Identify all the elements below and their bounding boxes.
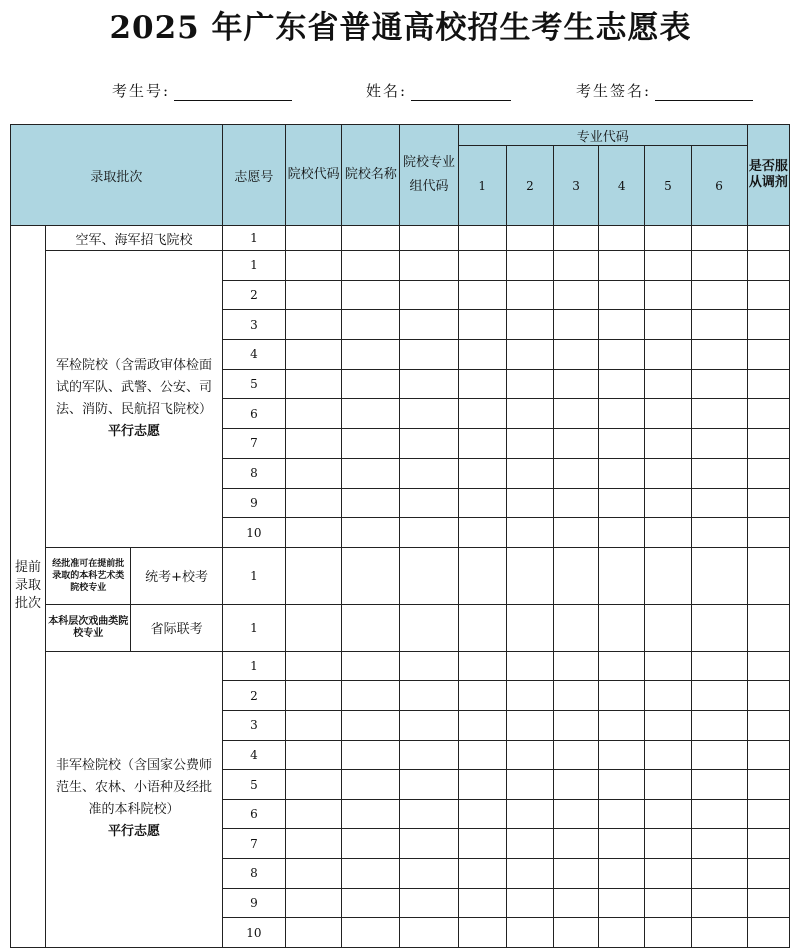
blank-cell[interactable] [286, 770, 342, 800]
table-row [11, 226, 790, 251]
blank-cell[interactable] [342, 888, 400, 918]
blank-cell[interactable] [286, 251, 342, 281]
blank-cell[interactable] [645, 681, 691, 711]
blank-cell[interactable] [458, 799, 506, 829]
blank-cell[interactable] [458, 918, 506, 948]
wish-number: 5 [222, 770, 285, 800]
blank-cell[interactable] [286, 799, 342, 829]
wish-number: 1 [222, 604, 285, 651]
blank-cell[interactable] [400, 251, 458, 281]
blank-cell[interactable] [599, 681, 645, 711]
blank-cell[interactable] [747, 458, 789, 488]
blank-cell[interactable] [645, 829, 691, 859]
blank-cell[interactable] [645, 651, 691, 681]
blank-cell[interactable] [747, 518, 789, 548]
blank-cell[interactable] [458, 340, 506, 370]
blank-cell[interactable] [645, 399, 691, 429]
section-nonmilitary-sub: 平行志愿 [107, 824, 160, 840]
blank-cell[interactable] [286, 458, 342, 488]
blank-cell[interactable] [645, 280, 691, 310]
blank-cell[interactable] [342, 458, 400, 488]
blank-cell[interactable] [458, 770, 506, 800]
blank-cell[interactable] [645, 251, 691, 281]
blank-cell[interactable] [747, 369, 789, 399]
blank-cell[interactable] [747, 770, 789, 800]
blank-cell[interactable] [458, 859, 506, 889]
blank-cell[interactable] [400, 518, 458, 548]
wish-number: 10 [222, 918, 285, 948]
blank-cell[interactable] [645, 547, 691, 604]
blank-cell[interactable] [342, 651, 400, 681]
wish-number: 8 [222, 458, 285, 488]
blank-cell[interactable] [400, 547, 458, 604]
blank-cell[interactable] [554, 547, 599, 604]
exam-no-label: 考生号: [112, 82, 171, 100]
blank-cell[interactable] [747, 488, 789, 518]
blank-cell[interactable] [458, 429, 506, 459]
blank-cell[interactable] [506, 918, 553, 948]
blank-cell[interactable] [342, 547, 400, 604]
blank-cell[interactable] [342, 799, 400, 829]
blank-cell[interactable] [691, 458, 747, 488]
blank-cell[interactable] [747, 829, 789, 859]
blank-cell[interactable] [554, 399, 599, 429]
blank-cell[interactable] [691, 770, 747, 800]
exam-no-line[interactable] [174, 82, 292, 101]
blank-cell[interactable] [286, 518, 342, 548]
blank-cell[interactable] [599, 829, 645, 859]
signature-label: 考生签名: [576, 82, 652, 100]
header-major-col: 3 [554, 146, 599, 226]
blank-cell[interactable] [458, 888, 506, 918]
wish-number: 6 [222, 799, 285, 829]
blank-cell[interactable] [286, 651, 342, 681]
blank-cell[interactable] [400, 488, 458, 518]
blank-cell[interactable] [554, 251, 599, 281]
blank-cell[interactable] [691, 340, 747, 370]
blank-cell[interactable] [458, 251, 506, 281]
wish-number: 1 [222, 651, 285, 681]
batch-label: 提前录取批次 [11, 226, 46, 948]
blank-cell[interactable] [458, 399, 506, 429]
wish-number: 1 [222, 226, 285, 251]
blank-cell[interactable] [458, 711, 506, 741]
blank-cell[interactable] [458, 488, 506, 518]
blank-cell[interactable] [599, 458, 645, 488]
blank-cell[interactable] [747, 740, 789, 770]
blank-cell[interactable] [506, 399, 553, 429]
blank-cell[interactable] [286, 280, 342, 310]
blank-cell[interactable] [691, 859, 747, 889]
blank-cell[interactable] [400, 280, 458, 310]
blank-cell[interactable] [506, 369, 553, 399]
header-major-group: 院校专业组代码 [400, 125, 458, 226]
blank-cell[interactable] [599, 251, 645, 281]
wish-number: 1 [222, 547, 285, 604]
blank-cell[interactable] [691, 681, 747, 711]
wish-number: 2 [222, 681, 285, 711]
blank-cell[interactable] [458, 740, 506, 770]
blank-cell[interactable] [342, 369, 400, 399]
blank-cell[interactable] [458, 458, 506, 488]
blank-cell[interactable] [599, 340, 645, 370]
name-field[interactable] [366, 80, 511, 101]
signature-field[interactable] [576, 80, 753, 101]
header-major-col: 2 [506, 146, 553, 226]
blank-cell[interactable] [286, 488, 342, 518]
header-major-col: 6 [691, 146, 747, 226]
header-school-code: 院校代码 [286, 125, 342, 226]
blank-cell[interactable] [645, 369, 691, 399]
blank-cell[interactable] [286, 829, 342, 859]
blank-cell[interactable] [645, 740, 691, 770]
blank-cell[interactable] [400, 740, 458, 770]
blank-cell[interactable] [691, 369, 747, 399]
blank-cell[interactable] [691, 799, 747, 829]
blank-cell[interactable] [599, 488, 645, 518]
blank-cell[interactable] [599, 799, 645, 829]
blank-cell[interactable] [645, 859, 691, 889]
blank-cell[interactable] [286, 859, 342, 889]
blank-cell[interactable] [400, 340, 458, 370]
wish-number: 9 [222, 488, 285, 518]
blank-cell[interactable] [599, 651, 645, 681]
wish-number: 9 [222, 888, 285, 918]
header-wish-no: 志愿号 [222, 125, 285, 226]
wish-number: 4 [222, 740, 285, 770]
blank-cell[interactable] [506, 518, 553, 548]
blank-cell[interactable] [747, 340, 789, 370]
blank-cell[interactable] [691, 226, 747, 251]
blank-cell[interactable] [286, 888, 342, 918]
blank-cell[interactable] [599, 310, 645, 340]
blank-cell[interactable] [400, 829, 458, 859]
blank-cell[interactable] [645, 340, 691, 370]
section-art-exam: 统考+校考 [131, 547, 222, 604]
blank-cell[interactable] [400, 711, 458, 741]
section-art: 经批准可在提前批录取的本科艺术类院校专业 [46, 547, 131, 604]
blank-cell[interactable] [599, 888, 645, 918]
blank-cell[interactable] [506, 429, 553, 459]
section-military-sub: 平行志愿 [107, 423, 160, 439]
blank-cell[interactable] [554, 310, 599, 340]
blank-cell[interactable] [400, 859, 458, 889]
blank-cell[interactable] [599, 770, 645, 800]
wish-table [10, 124, 790, 948]
blank-cell[interactable] [645, 918, 691, 948]
blank-cell[interactable] [747, 429, 789, 459]
blank-cell[interactable] [599, 429, 645, 459]
blank-cell[interactable] [645, 458, 691, 488]
blank-cell[interactable] [506, 829, 553, 859]
blank-cell[interactable] [554, 280, 599, 310]
blank-cell[interactable] [506, 859, 553, 889]
blank-cell[interactable] [691, 310, 747, 340]
header-major-col: 1 [458, 146, 506, 226]
blank-cell[interactable] [554, 488, 599, 518]
blank-cell[interactable] [286, 547, 342, 604]
blank-cell[interactable] [599, 604, 645, 651]
blank-cell[interactable] [747, 399, 789, 429]
header-major-code: 专业代码 [458, 125, 747, 146]
blank-cell[interactable] [691, 547, 747, 604]
blank-cell[interactable] [691, 518, 747, 548]
blank-cell[interactable] [506, 681, 553, 711]
blank-cell[interactable] [286, 340, 342, 370]
section-opera-exam: 省际联考 [131, 604, 222, 651]
blank-cell[interactable] [645, 226, 691, 251]
section-air: 空军、海军招飞院校 [46, 226, 223, 251]
blank-cell[interactable] [400, 799, 458, 829]
blank-cell[interactable] [458, 280, 506, 310]
blank-cell[interactable] [645, 799, 691, 829]
page-title: 2025 年广东省普通高校招生考生志愿表 [109, 10, 692, 46]
wish-number: 10 [222, 518, 285, 548]
blank-cell[interactable] [458, 604, 506, 651]
blank-cell[interactable] [342, 518, 400, 548]
table-row [11, 547, 790, 604]
header-school-name: 院校名称 [342, 125, 400, 226]
candidate-info-row [0, 80, 801, 102]
blank-cell[interactable] [342, 711, 400, 741]
blank-cell[interactable] [342, 681, 400, 711]
blank-cell[interactable] [554, 799, 599, 829]
blank-cell[interactable] [554, 429, 599, 459]
blank-cell[interactable] [599, 280, 645, 310]
blank-cell[interactable] [286, 711, 342, 741]
blank-cell[interactable] [286, 399, 342, 429]
blank-cell[interactable] [645, 429, 691, 459]
table-row [11, 251, 790, 281]
blank-cell[interactable] [691, 604, 747, 651]
blank-cell[interactable] [691, 918, 747, 948]
blank-cell[interactable] [747, 280, 789, 310]
blank-cell[interactable] [400, 458, 458, 488]
blank-cell[interactable] [506, 280, 553, 310]
blank-cell[interactable] [747, 918, 789, 948]
exam-no-field[interactable] [112, 80, 292, 101]
wish-number: 5 [222, 369, 285, 399]
blank-cell[interactable] [554, 369, 599, 399]
blank-cell[interactable] [458, 518, 506, 548]
blank-cell[interactable] [691, 488, 747, 518]
blank-cell[interactable] [400, 310, 458, 340]
blank-cell[interactable] [342, 770, 400, 800]
blank-cell[interactable] [400, 429, 458, 459]
wish-number: 2 [222, 280, 285, 310]
blank-cell[interactable] [400, 770, 458, 800]
blank-cell[interactable] [342, 859, 400, 889]
blank-cell[interactable] [599, 711, 645, 741]
blank-cell[interactable] [691, 711, 747, 741]
wish-number: 3 [222, 711, 285, 741]
blank-cell[interactable] [599, 740, 645, 770]
blank-cell[interactable] [342, 918, 400, 948]
blank-cell[interactable] [747, 799, 789, 829]
blank-cell[interactable] [342, 280, 400, 310]
blank-cell[interactable] [506, 888, 553, 918]
wish-number: 4 [222, 340, 285, 370]
blank-cell[interactable] [458, 310, 506, 340]
blank-cell[interactable] [506, 770, 553, 800]
blank-cell[interactable] [506, 651, 553, 681]
blank-cell[interactable] [747, 226, 789, 251]
table-row [11, 651, 790, 681]
blank-cell[interactable] [506, 458, 553, 488]
blank-cell[interactable] [286, 226, 342, 251]
blank-cell[interactable] [342, 399, 400, 429]
blank-cell[interactable] [554, 681, 599, 711]
blank-cell[interactable] [599, 918, 645, 948]
section-military [46, 251, 223, 548]
blank-cell[interactable] [400, 399, 458, 429]
blank-cell[interactable] [645, 518, 691, 548]
blank-cell[interactable] [286, 310, 342, 340]
blank-cell[interactable] [342, 429, 400, 459]
blank-cell[interactable] [747, 604, 789, 651]
blank-cell[interactable] [747, 310, 789, 340]
blank-cell[interactable] [458, 547, 506, 604]
blank-cell[interactable] [554, 859, 599, 889]
blank-cell[interactable] [458, 369, 506, 399]
blank-cell[interactable] [506, 488, 553, 518]
blank-cell[interactable] [599, 226, 645, 251]
blank-cell[interactable] [691, 251, 747, 281]
blank-cell[interactable] [400, 888, 458, 918]
blank-cell[interactable] [645, 770, 691, 800]
header-batch: 录取批次 [11, 125, 223, 226]
blank-cell[interactable] [458, 829, 506, 859]
blank-cell[interactable] [286, 429, 342, 459]
blank-cell[interactable] [554, 888, 599, 918]
blank-cell[interactable] [458, 681, 506, 711]
blank-cell[interactable] [554, 829, 599, 859]
blank-cell[interactable] [400, 369, 458, 399]
blank-cell[interactable] [747, 711, 789, 741]
blank-cell[interactable] [342, 488, 400, 518]
blank-cell[interactable] [554, 458, 599, 488]
blank-cell[interactable] [286, 681, 342, 711]
blank-cell[interactable] [506, 547, 553, 604]
blank-cell[interactable] [599, 518, 645, 548]
blank-cell[interactable] [554, 918, 599, 948]
blank-cell[interactable] [286, 604, 342, 651]
section-nonmilitary-label: 非军检院校（含国家公费师范生、农林、小语种及经批准的本科院校） [55, 758, 212, 818]
blank-cell[interactable] [342, 340, 400, 370]
blank-cell[interactable] [747, 859, 789, 889]
blank-cell[interactable] [458, 651, 506, 681]
blank-cell[interactable] [506, 740, 553, 770]
wish-number: 8 [222, 859, 285, 889]
blank-cell[interactable] [342, 251, 400, 281]
blank-cell[interactable] [506, 711, 553, 741]
blank-cell[interactable] [400, 918, 458, 948]
blank-cell[interactable] [599, 859, 645, 889]
blank-cell[interactable] [599, 547, 645, 604]
blank-cell[interactable] [554, 770, 599, 800]
blank-cell[interactable] [506, 251, 553, 281]
blank-cell[interactable] [554, 226, 599, 251]
blank-cell[interactable] [747, 547, 789, 604]
wish-table-body [11, 226, 790, 948]
blank-cell[interactable] [506, 226, 553, 251]
blank-cell[interactable] [554, 340, 599, 370]
blank-cell[interactable] [645, 888, 691, 918]
blank-cell[interactable] [747, 888, 789, 918]
blank-cell[interactable] [691, 829, 747, 859]
blank-cell[interactable] [506, 340, 553, 370]
blank-cell[interactable] [599, 399, 645, 429]
blank-cell[interactable] [645, 711, 691, 741]
table-row [11, 604, 790, 651]
blank-cell[interactable] [400, 226, 458, 251]
blank-cell[interactable] [286, 918, 342, 948]
name-label: 姓名: [366, 82, 408, 100]
blank-cell[interactable] [286, 740, 342, 770]
blank-cell[interactable] [400, 604, 458, 651]
blank-cell[interactable] [747, 681, 789, 711]
blank-cell[interactable] [400, 651, 458, 681]
header-major-col: 4 [599, 146, 645, 226]
section-military-label: 军检院校（含需政审体检面试的军队、武警、公安、司法、消防、民航招飞院校） [55, 357, 212, 417]
blank-cell[interactable] [342, 226, 400, 251]
blank-cell[interactable] [747, 651, 789, 681]
blank-cell[interactable] [691, 429, 747, 459]
blank-cell[interactable] [554, 518, 599, 548]
blank-cell[interactable] [554, 651, 599, 681]
section-opera: 本科层次戏曲类院校专业 [46, 604, 131, 651]
section-nonmilitary [46, 651, 223, 947]
blank-cell[interactable] [506, 604, 553, 651]
blank-cell[interactable] [691, 740, 747, 770]
blank-cell[interactable] [342, 604, 400, 651]
blank-cell[interactable] [645, 604, 691, 651]
blank-cell[interactable] [691, 280, 747, 310]
blank-cell[interactable] [747, 251, 789, 281]
blank-cell[interactable] [506, 310, 553, 340]
blank-cell[interactable] [645, 488, 691, 518]
wish-number: 1 [222, 251, 285, 281]
wish-number: 7 [222, 429, 285, 459]
header-adjust: 是否服从调剂 [747, 125, 789, 226]
blank-cell[interactable] [691, 651, 747, 681]
blank-cell[interactable] [691, 399, 747, 429]
blank-cell[interactable] [554, 604, 599, 651]
blank-cell[interactable] [599, 369, 645, 399]
blank-cell[interactable] [400, 681, 458, 711]
signature-line[interactable] [655, 82, 753, 101]
blank-cell[interactable] [286, 369, 342, 399]
blank-cell[interactable] [342, 740, 400, 770]
blank-cell[interactable] [342, 310, 400, 340]
wish-number: 6 [222, 399, 285, 429]
header-major-col: 5 [645, 146, 691, 226]
name-line[interactable] [411, 82, 511, 101]
blank-cell[interactable] [458, 226, 506, 251]
blank-cell[interactable] [691, 888, 747, 918]
blank-cell[interactable] [342, 829, 400, 859]
wish-number: 3 [222, 310, 285, 340]
blank-cell[interactable] [506, 799, 553, 829]
blank-cell[interactable] [645, 310, 691, 340]
blank-cell[interactable] [554, 711, 599, 741]
wish-number: 7 [222, 829, 285, 859]
blank-cell[interactable] [554, 740, 599, 770]
